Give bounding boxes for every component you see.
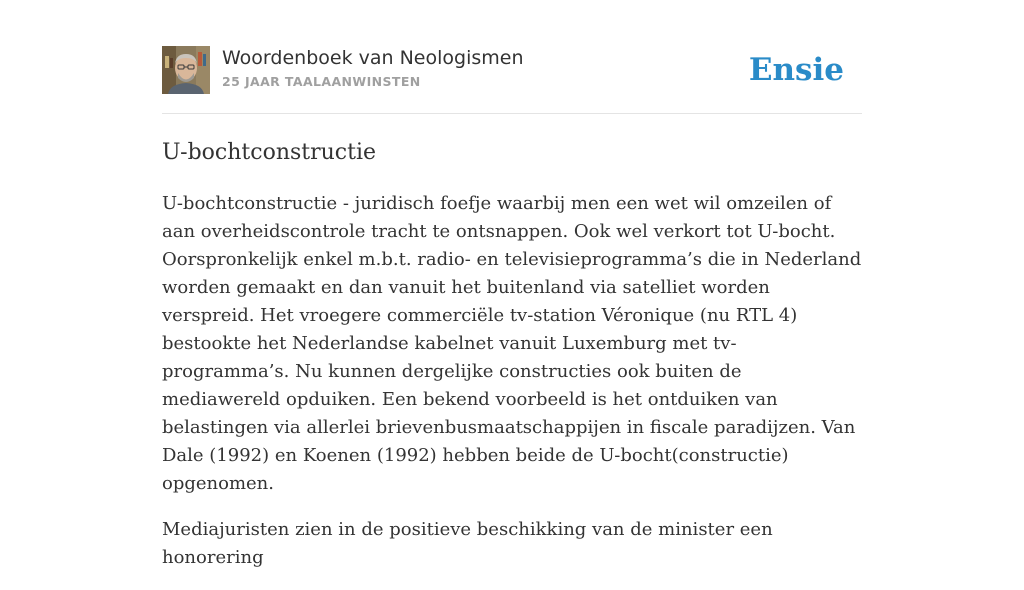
author-portrait-icon (162, 46, 210, 94)
article-title: U-bochtconstructie (162, 140, 377, 165)
site-title[interactable]: Woordenboek van Neologismen (222, 47, 524, 69)
site-subtitle: 25 JAAR TAALAANWINSTEN (222, 74, 421, 89)
article-paragraph: Mediajuristen zien in de positieve beschikking van de minister een honorering (162, 519, 773, 568)
brand-logo-link[interactable]: Ensie (748, 52, 844, 88)
article-paragraph: U-bochtconstructie - juridisch foefje waarbij men een wet wil omzeilen of aan overheidscontrole tracht te ontsnappen. Ook wel verkort tot U-bocht. Oorspronkelijk enkel m.b.t. radio- en televisieprogramma’s die in Nederland worden gemaakt en dan vanuit het buitenland via satelliet worden verspreid. Het vroegere commerciële tv-station Véronique (nu RTL 4) bestookte het Nederlandse kabelnet vanuit Luxemburg met tv-programma’s. Nu kunnen dergelijke constructies ook buiten de mediawereld opduiken. Een bekend voorbeeld is het ontduiken van belastingen via allerlei brievenbusmaatschappijen in fiscale paradijzen. Van Dale (1992) en Koenen (1992) hebben beide de U-bocht(constructie) opgenomen. (162, 193, 862, 494)
author-avatar[interactable] (162, 46, 210, 94)
header (162, 46, 862, 114)
article-body (162, 190, 862, 590)
